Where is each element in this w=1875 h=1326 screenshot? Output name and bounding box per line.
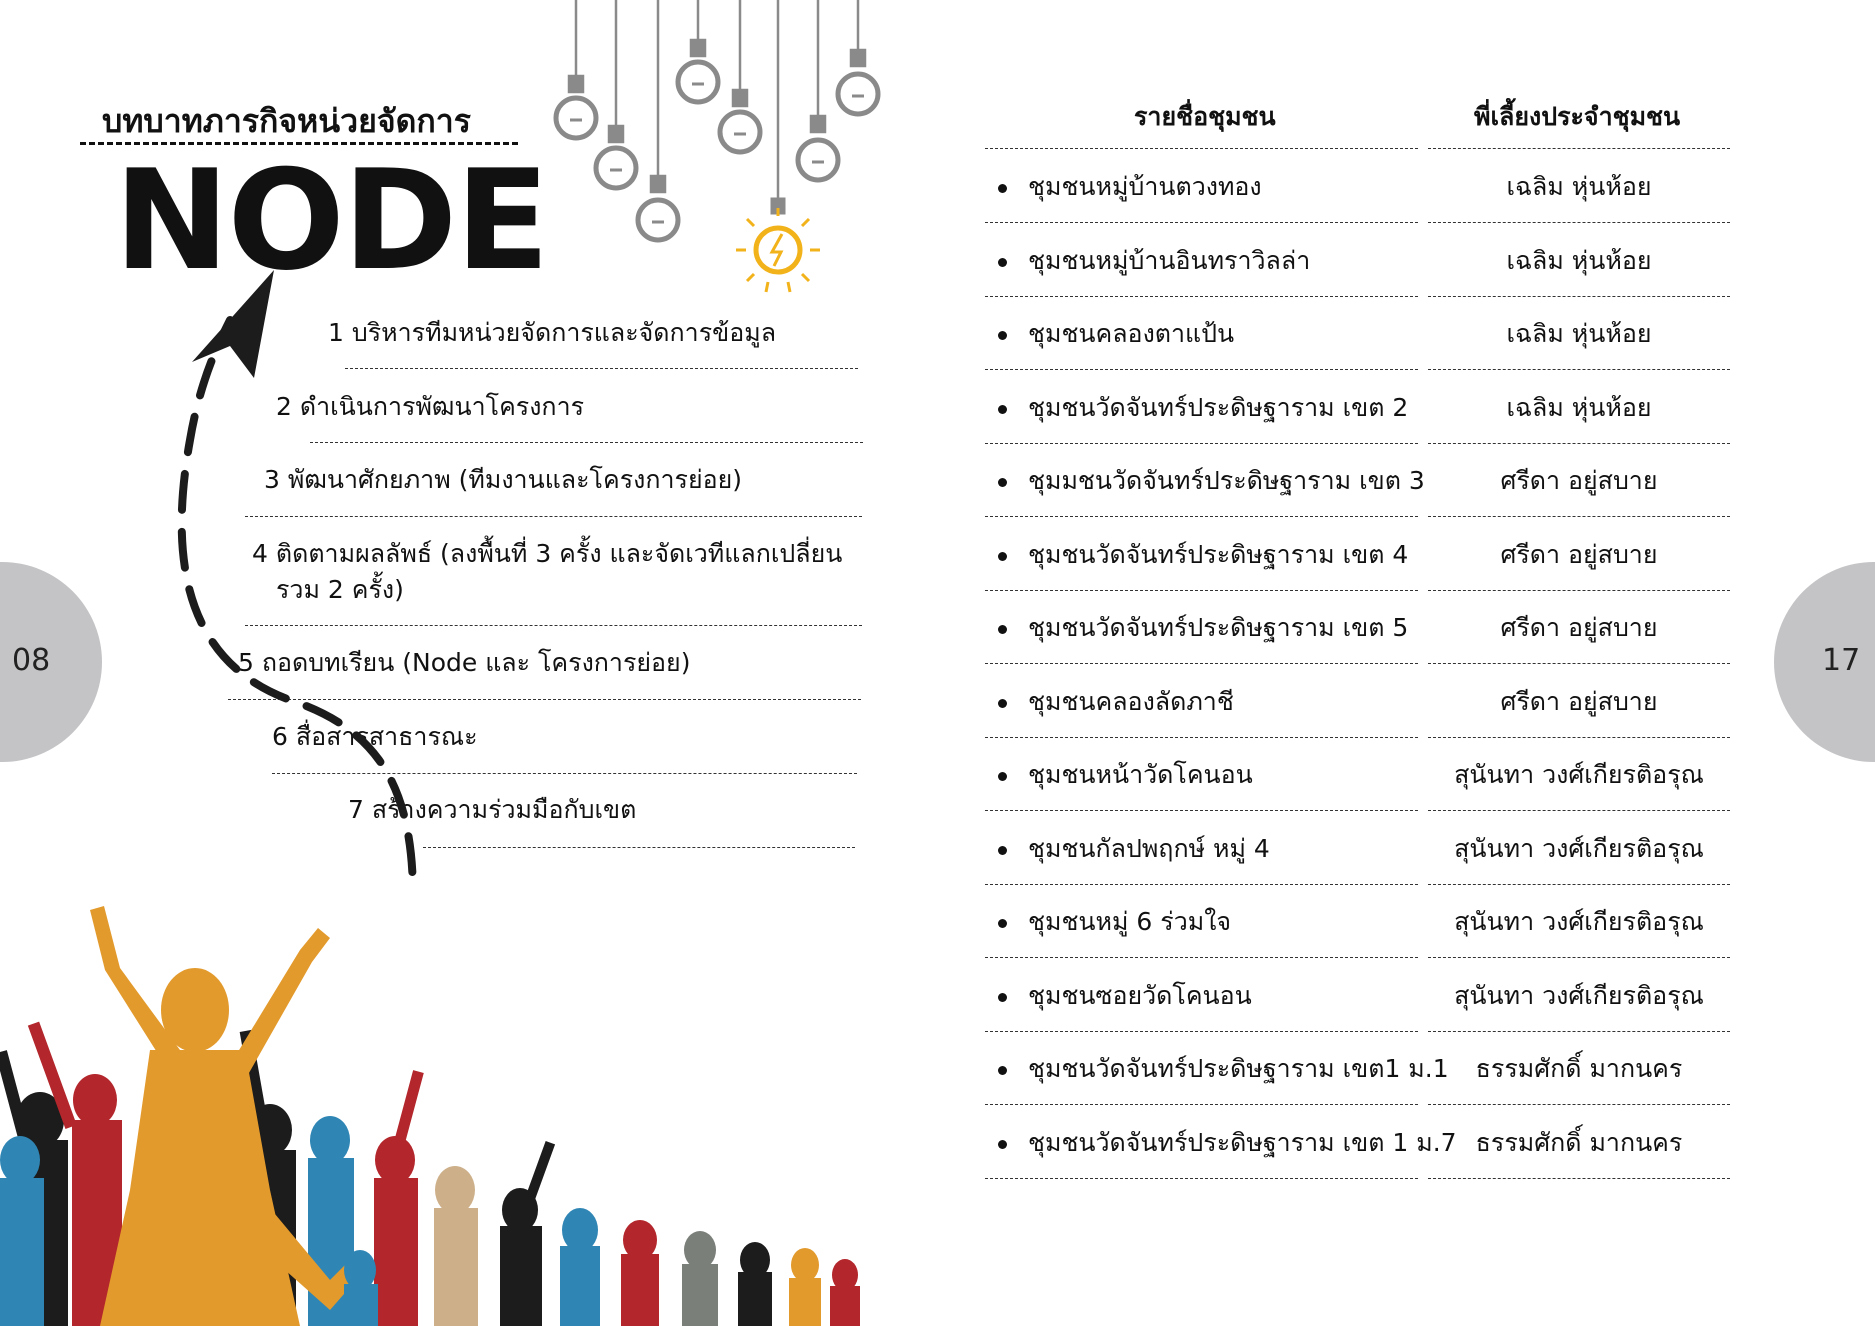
- community-name: ชุมชนวัดจันทร์ประดิษฐาราม เขต1 ม.1: [1028, 1054, 1449, 1083]
- mentor-name: เฉลิม หุ่นห้อย: [1506, 319, 1652, 348]
- curved-dashed-arrow-icon: [150, 270, 450, 890]
- task-item-6: 6 สื่อสารสาธารณะ: [272, 722, 478, 751]
- table-divider: [1428, 884, 1730, 885]
- task-item-7: 7 สร้างความร่วมมือกับเขต: [348, 795, 637, 824]
- table-divider: [985, 443, 1418, 444]
- table-divider: [985, 369, 1418, 370]
- community-name: ชุมชนหน้าวัดโคนอน: [1028, 760, 1253, 789]
- task-item-4: 4 ติดตามผลลัพธ์ (ลงพื้นที่ 3 ครั้ง และจัดเวทีแลกเปลี่ยน: [252, 539, 843, 568]
- column-header-community: รายชื่อชุมชน: [1134, 102, 1276, 131]
- list-bullet: [998, 184, 1007, 193]
- table-divider: [985, 884, 1418, 885]
- table-divider: [985, 957, 1418, 958]
- hanging-lightbulbs-icon: [540, 0, 900, 300]
- task-divider: [423, 847, 855, 848]
- table-divider: [1428, 369, 1730, 370]
- list-bullet: [998, 405, 1007, 414]
- table-divider: [1428, 737, 1730, 738]
- mentor-name: สุนันทา วงศ์เกียรติอรุณ: [1454, 907, 1704, 936]
- table-divider: [985, 810, 1418, 811]
- table-divider: [1428, 590, 1730, 591]
- table-divider: [1428, 957, 1730, 958]
- table-divider: [1428, 148, 1730, 149]
- table-divider: [985, 737, 1418, 738]
- table-divider: [985, 1104, 1418, 1105]
- page-title: บทบาทภารกิจหน่วยจัดการ: [102, 102, 471, 140]
- community-name: ชุมชนกัลปพฤกษ์ หมู่ 4: [1028, 833, 1270, 863]
- community-name: ชุมชนวัดจันทร์ประดิษฐาราม เขต 4: [1028, 539, 1409, 569]
- list-bullet: [998, 552, 1007, 561]
- task-item-3: 3 พัฒนาศักยภาพ (ทีมงานและโครงการย่อย): [264, 465, 743, 494]
- community-name: ชุมมชนวัดจันทร์ประดิษฐาราม เขต 3: [1028, 466, 1425, 495]
- list-bullet: [998, 993, 1007, 1002]
- column-header-mentor: พี่เลี้ยงประจำชุมชน: [1474, 102, 1681, 131]
- community-name: ชุมชนคลองตาแป้น: [1028, 319, 1235, 348]
- list-bullet: [998, 846, 1007, 855]
- page-number-left: 08: [12, 643, 51, 678]
- community-name: ชุมชนวัดจันทร์ประดิษฐาราม เขต 1 ม.7: [1028, 1127, 1457, 1157]
- mentor-name: เฉลิม หุ่นห้อย: [1506, 172, 1652, 201]
- task-item-5: 5 ถอดบทเรียน (Node และ โครงการย่อย): [238, 648, 691, 677]
- table-divider: [985, 222, 1418, 223]
- mentor-name: สุนันทา วงศ์เกียรติอรุณ: [1454, 833, 1704, 863]
- table-divider: [985, 296, 1418, 297]
- task-item-4-continued: รวม 2 ครั้ง): [276, 575, 404, 604]
- mentor-name: ธรรมศักดิ์ มากนคร: [1475, 1127, 1683, 1157]
- table-divider: [1428, 810, 1730, 811]
- table-divider: [985, 1031, 1418, 1032]
- table-divider: [985, 663, 1418, 664]
- mentor-name: ศรีดา อยู่สบาย: [1500, 686, 1658, 716]
- table-divider: [1428, 296, 1730, 297]
- task-item-2: 2 ดำเนินการพัฒนาโครงการ: [276, 392, 585, 421]
- list-bullet: [998, 1066, 1007, 1075]
- community-name: ชุมชนซอยวัดโคนอน: [1028, 980, 1252, 1010]
- list-bullet: [998, 1140, 1007, 1149]
- community-name: ชุมชนคลองลัดภาชี: [1028, 686, 1234, 716]
- list-bullet: [998, 258, 1007, 267]
- mentor-name: สุนันทา วงศ์เกียรติอรุณ: [1454, 980, 1704, 1010]
- page-number-right: 17: [1822, 643, 1861, 678]
- community-name: ชุมชนหมู่ 6 ร่วมใจ: [1028, 907, 1232, 936]
- table-divider: [1428, 1104, 1730, 1105]
- table-divider: [1428, 1031, 1730, 1032]
- table-divider: [1428, 516, 1730, 517]
- list-bullet: [998, 625, 1007, 634]
- mentor-name: เฉลิม หุ่นห้อย: [1506, 392, 1652, 422]
- table-divider: [985, 590, 1418, 591]
- table-divider: [1428, 663, 1730, 664]
- node-heading: NODE: [114, 140, 548, 301]
- list-bullet: [998, 699, 1007, 708]
- mentor-name: ศรีดา อยู่สบาย: [1500, 613, 1658, 642]
- community-name: ชุมชนวัดจันทร์ประดิษฐาราม เขต 2: [1028, 392, 1409, 422]
- list-bullet: [998, 331, 1007, 340]
- table-divider: [1428, 1178, 1730, 1179]
- list-bullet: [998, 478, 1007, 487]
- list-bullet: [998, 772, 1007, 781]
- task-item-1: 1 บริหารทีมหน่วยจัดการและจัดการข้อมูล: [328, 318, 777, 347]
- mentor-name: สุนันทา วงศ์เกียรติอรุณ: [1454, 760, 1704, 789]
- community-name: ชุมชนหมู่บ้านตวงทอง: [1028, 172, 1262, 201]
- mentor-name: เฉลิม หุ่นห้อย: [1506, 245, 1652, 275]
- community-name: ชุมชนวัดจันทร์ประดิษฐาราม เขต 5: [1028, 613, 1409, 642]
- mentor-name: ศรีดา อยู่สบาย: [1500, 466, 1658, 495]
- mentor-name: ธรรมศักดิ์ มากนคร: [1475, 1054, 1683, 1083]
- table-divider: [1428, 222, 1730, 223]
- mentor-name: ศรีดา อยู่สบาย: [1500, 539, 1658, 569]
- table-divider: [985, 516, 1418, 517]
- table-divider: [1428, 443, 1730, 444]
- list-bullet: [998, 919, 1007, 928]
- table-divider: [985, 1178, 1418, 1179]
- crowd-silhouette-icon: [0, 890, 860, 1326]
- table-divider: [985, 148, 1418, 149]
- community-name: ชุมชนหมู่บ้านอินทราวิลล่า: [1028, 245, 1311, 275]
